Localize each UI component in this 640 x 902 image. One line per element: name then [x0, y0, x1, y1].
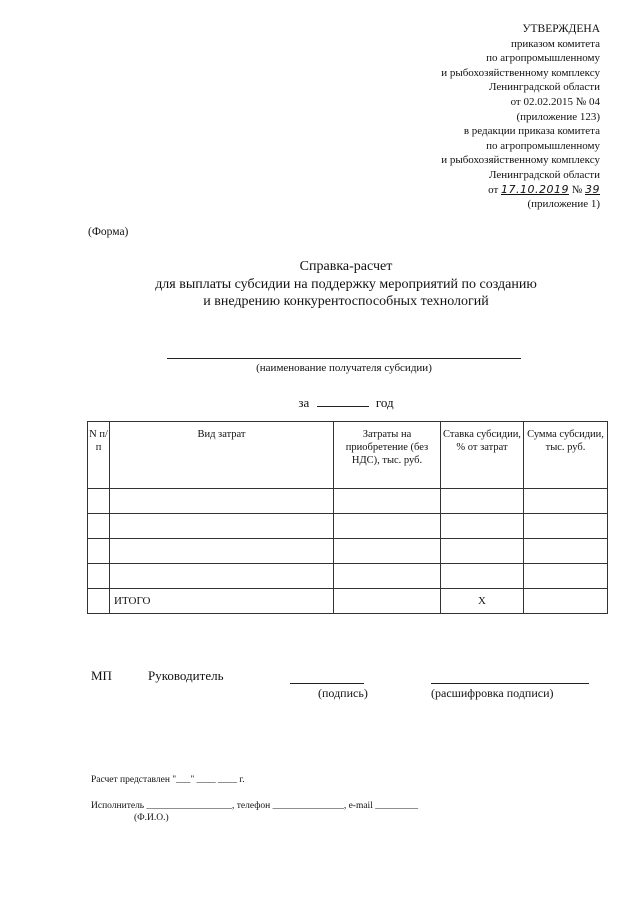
table-cell[interactable] [88, 489, 110, 514]
revision-date: 17.10.2019 [501, 182, 569, 196]
table-cell[interactable] [110, 489, 334, 514]
signature-decode-field[interactable] [431, 683, 589, 684]
table-cell[interactable] [441, 564, 524, 589]
approval-line: приказом комитета [510, 37, 600, 50]
column-header: Сумма субсидии, тыс. руб. [524, 422, 608, 489]
table-row [88, 564, 608, 589]
head-label: Руководитель [148, 668, 224, 683]
table-row [88, 489, 608, 514]
total-expense-cell[interactable] [334, 589, 441, 614]
calculation-table [87, 421, 608, 614]
recipient-name-field[interactable] [167, 358, 521, 359]
total-rate-mark: X [441, 589, 524, 614]
approval-line: и рыбохозяйственному комплексу [441, 154, 600, 167]
approval-line: по агропромышленному [486, 52, 600, 65]
signature-decode-caption: (расшифровка подписи) [431, 686, 554, 700]
signature-caption: (подпись) [318, 686, 368, 700]
approval-line: от 02.02.2015 № 04 [510, 95, 600, 108]
approval-line: по агропромышленному [486, 139, 600, 152]
approval-line: (приложение 123) [516, 110, 600, 123]
year-field[interactable] [317, 394, 369, 407]
approval-line: Ленинградской области [489, 168, 600, 181]
table-row [88, 514, 608, 539]
title-line: и внедрению конкурентоспособных технологий [203, 294, 489, 309]
executor-line[interactable]: Исполнитель __________________, телефон _______________, e-mail _________ [91, 801, 418, 811]
table-row [88, 539, 608, 564]
table-cell[interactable] [88, 564, 110, 589]
stamp-label: МП [91, 668, 112, 683]
signature-field[interactable] [290, 683, 364, 684]
approval-line: и рыбохозяйственному комплексу [441, 66, 600, 79]
table-cell[interactable] [110, 514, 334, 539]
table-cell[interactable] [441, 539, 524, 564]
table-cell[interactable] [524, 514, 608, 539]
year-row [88, 394, 604, 411]
table-cell[interactable] [524, 564, 608, 589]
table-cell[interactable] [334, 489, 441, 514]
year-prefix: за [298, 395, 310, 410]
table-cell[interactable] [524, 489, 608, 514]
table-cell[interactable] [88, 539, 110, 564]
column-header: Вид затрат [110, 422, 334, 489]
table-header-row [88, 422, 608, 489]
table-cell[interactable] [88, 514, 110, 539]
title-line: для выплаты субсидии на поддержку мероприятий по созданию [155, 276, 537, 292]
submitted-date-line[interactable]: Расчет представлен "___" ____ ____ г. [91, 775, 245, 785]
table-cell[interactable] [524, 539, 608, 564]
revision-number: 39 [585, 182, 600, 196]
form-label: (Форма) [88, 226, 129, 238]
document-title [88, 258, 604, 311]
revision-number-sign: № [571, 183, 583, 196]
total-label: ИТОГО [110, 589, 334, 614]
approval-stamp [340, 22, 600, 212]
table-cell[interactable] [441, 514, 524, 539]
year-suffix: год [375, 395, 394, 410]
table-cell [88, 589, 110, 614]
table-total-row [88, 589, 608, 614]
table-cell[interactable] [334, 514, 441, 539]
revision-prefix: от [488, 183, 499, 196]
table-cell[interactable] [441, 489, 524, 514]
recipient-caption: (наименование получателя субсидии) [256, 362, 432, 374]
table-cell[interactable] [110, 564, 334, 589]
table-cell[interactable] [334, 539, 441, 564]
approval-line: Ленинградской области [489, 81, 600, 94]
table-cell[interactable] [110, 539, 334, 564]
table-cell[interactable] [334, 564, 441, 589]
title-line: Справка-расчет [299, 259, 393, 274]
revision-line [340, 183, 600, 198]
column-header: N п/п [88, 422, 110, 489]
approval-line: в редакции приказа комитета [463, 125, 600, 138]
approval-appendix: (приложение 1) [527, 198, 600, 211]
total-subsidy-cell[interactable] [524, 589, 608, 614]
approval-heading: УТВЕРЖДЕНА [522, 23, 600, 35]
column-header: Затраты на приобретение (без НДС), тыс. руб. [334, 422, 441, 489]
executor-caption: (Ф.И.О.) [134, 813, 169, 823]
column-header: Ставка субсидии, % от затрат [441, 422, 524, 489]
